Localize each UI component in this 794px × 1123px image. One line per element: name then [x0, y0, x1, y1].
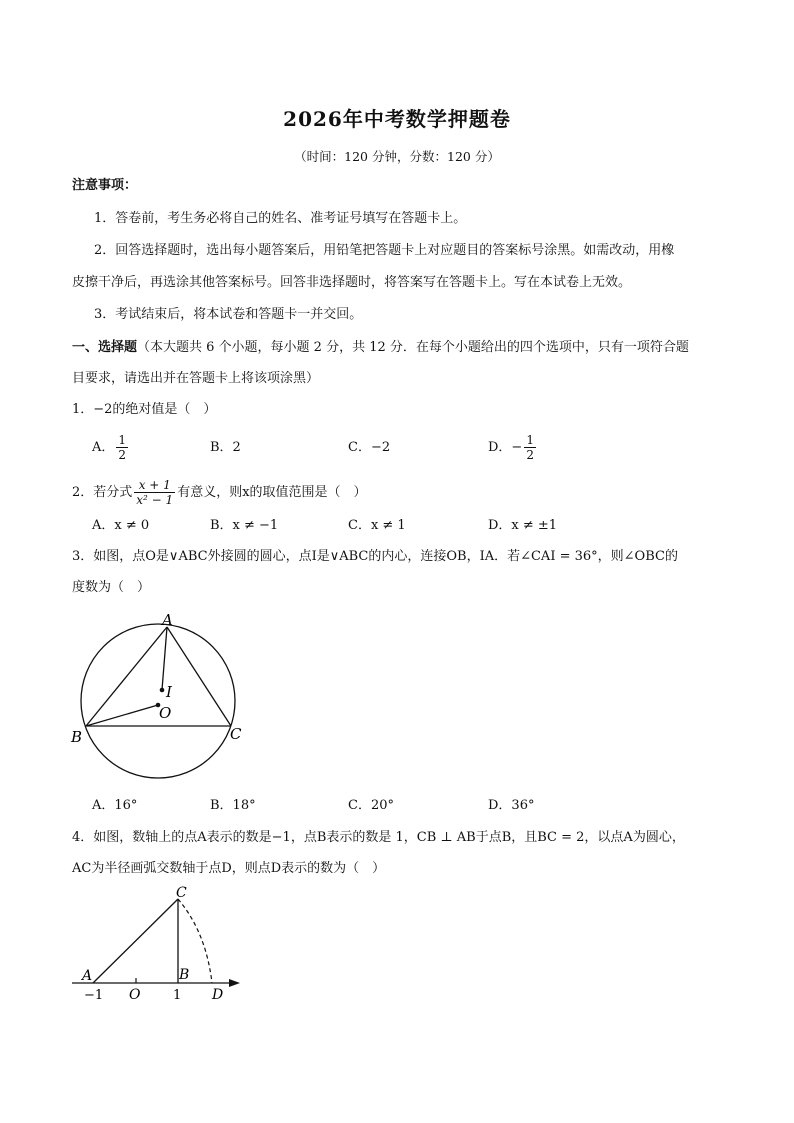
- q3-segment-ia: [162, 627, 167, 690]
- q3-side-ac: [167, 627, 231, 726]
- q2-stem: [72, 478, 367, 508]
- q3-option-c: C．20°: [348, 798, 394, 813]
- notice-heading: 注意事项：: [72, 178, 138, 193]
- q2-fraction-denominator: x² − 1: [136, 493, 174, 507]
- q4-number-line-figure: [68, 884, 248, 1006]
- q1-option-d-label: D．−: [488, 440, 523, 455]
- q4-label-d: D: [212, 987, 224, 1003]
- q2-option-c: C．x ≠ 1: [348, 518, 406, 533]
- q3-label-c: C: [230, 725, 242, 743]
- q4-label-neg-one: −1: [84, 988, 104, 1003]
- notice-item-1: 1．答卷前，考生务必将自己的姓名、准考证号填写在答题卡上。: [94, 211, 467, 226]
- q1-option-d-numerator: 1: [526, 433, 534, 447]
- q4-label-one: 1: [173, 988, 182, 1003]
- q3-circumcircle: [81, 624, 235, 778]
- q1-option-a: [92, 433, 130, 462]
- q3-label-b: B: [71, 728, 83, 746]
- q1-option-a-numerator: 1: [118, 433, 127, 447]
- notice-item-2-line-1: 2．回答选择题时，选出每小题答案后，用铅笔把答题卡上对应题目的答案标号涂黑。如需改动，用橡: [94, 243, 675, 258]
- q1-option-a-fraction: [116, 433, 128, 462]
- q3-option-a: A．16°: [92, 798, 138, 813]
- q4-label-b: B: [179, 967, 190, 983]
- q2-stem-pre: 2．若分式: [72, 485, 133, 500]
- notice-item-3: 3．考试结束后，将本试卷和答题卡一并交回。: [94, 307, 363, 322]
- q3-circle-triangle-figure: [66, 608, 256, 790]
- q3-option-d: D．36°: [488, 798, 535, 813]
- q3-side-ab: [86, 627, 167, 726]
- q3-point-i: [160, 688, 165, 693]
- q1-option-c: C．−2: [348, 440, 391, 455]
- q4-segment-ac: [93, 899, 178, 983]
- q3-option-b: B．18°: [210, 798, 256, 813]
- q4-stem-line-1: 4．如图，数轴上的点A表示的数是−1，点B表示的数是 1，CB ⊥ AB于点B，且BC = 2，以点A为圆心，: [72, 830, 685, 845]
- q2-fraction-numerator: x + 1: [134, 478, 175, 493]
- q2-option-a: A．x ≠ 0: [92, 518, 150, 533]
- q1-option-d-denominator: 2: [526, 448, 534, 462]
- section-1-heading: [72, 340, 689, 356]
- q4-label-c: C: [176, 885, 187, 901]
- q2-stem-post: 有意义，则x的取值范围是（ ）: [177, 485, 367, 500]
- q1-option-a-label: A．: [92, 440, 115, 455]
- notice-item-2-line-2: 皮擦干净后，再选涂其他答案标号。回答非选择题时，将答案写在答题卡上。写在本试卷上无效。: [72, 275, 632, 290]
- q1-option-a-denominator: 2: [118, 448, 127, 462]
- q2-option-d: D．x ≠ ±1: [488, 518, 558, 533]
- q1-option-b: B．2: [210, 440, 241, 455]
- section-1-desc-line-2: 目要求，请选出并在答题卡上将该项涂黑）: [72, 371, 320, 386]
- section-1-label: 一、选择题: [72, 340, 138, 355]
- q4-stem-line-2: AC为半径画弧交数轴于点D，则点D表示的数为（ ）: [72, 861, 386, 876]
- q1-option-d: [488, 433, 538, 462]
- q3-label-a: A: [162, 611, 173, 629]
- q3-segment-ob: [86, 705, 158, 726]
- q4-label-o: O: [129, 987, 141, 1003]
- q2-fraction: [134, 478, 175, 507]
- section-1-desc-line-1: （本大题共 6 个小题，每小题 2 分，共 12 分．在每个小题给出的四个选项中，只有一项符合题: [137, 340, 689, 355]
- page-title: 2026年中考数学押题卷: [283, 107, 511, 131]
- q3-label-i: I: [166, 683, 172, 701]
- exam-time-info: （时间：120 分钟，分数：120 分）: [294, 149, 500, 164]
- q4-label-a: A: [82, 968, 93, 984]
- q3-stem-line-2: 度数为（ ）: [72, 580, 151, 595]
- q1-stem: 1．−2的绝对值是（ ）: [72, 402, 217, 417]
- q4-axis-arrow: [229, 979, 240, 987]
- q3-stem-line-1: 3．如图，点O是∨ABC外接圆的圆心，点I是∨ABC的内心，连接OB，IA．若∠CAI = 36°，则∠OBC的: [72, 549, 678, 564]
- q3-label-o: O: [159, 704, 172, 722]
- q2-option-b: B．x ≠ −1: [210, 518, 279, 533]
- q1-option-d-fraction: [524, 433, 536, 462]
